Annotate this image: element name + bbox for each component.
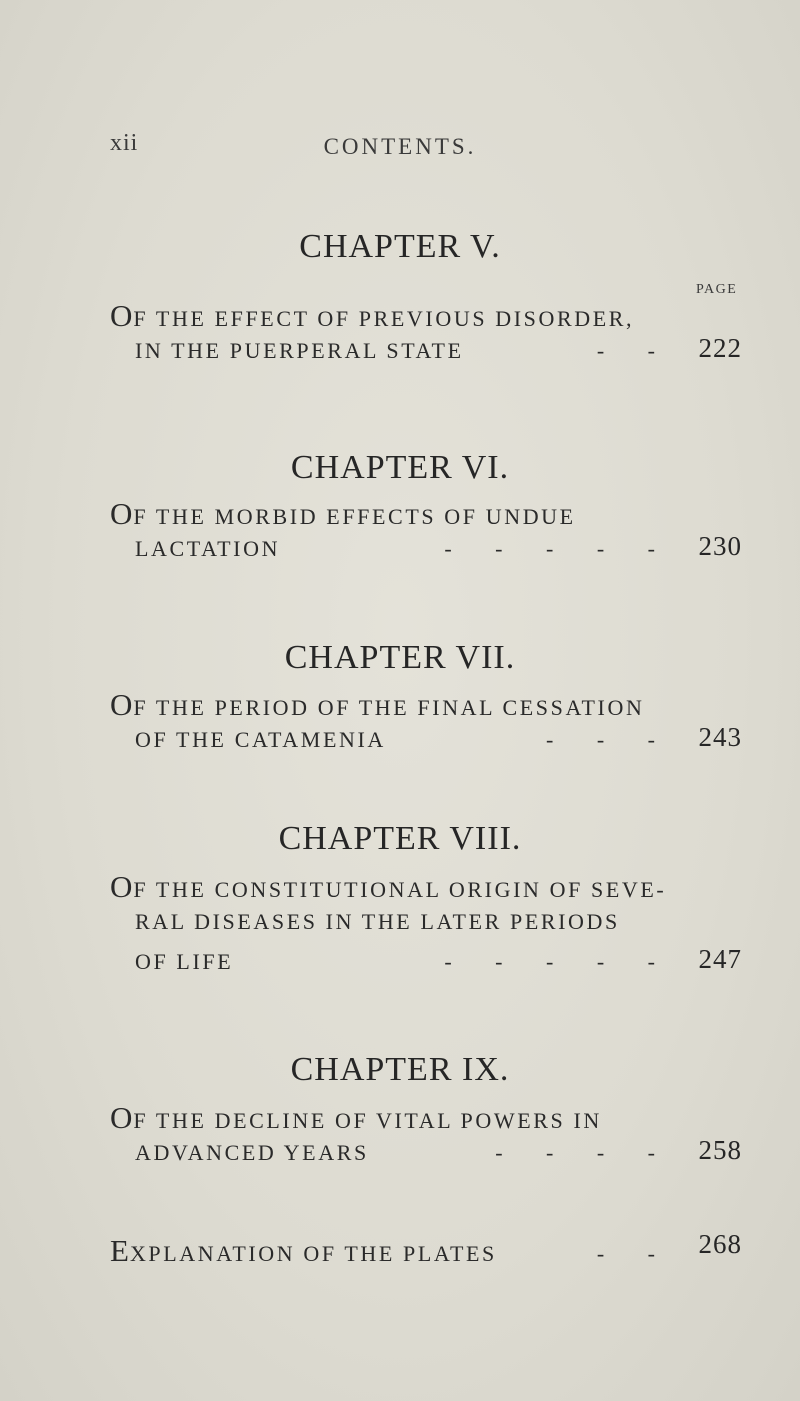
entry-text: OF THE DECLINE OF VITAL POWERS IN xyxy=(110,1100,602,1135)
page-column-label: PAGE xyxy=(696,282,738,297)
page-reference: 222 xyxy=(698,333,742,363)
page-reference: 230 xyxy=(698,531,742,561)
entry-title-line xyxy=(135,536,655,562)
entry-text: OF LIFE xyxy=(135,949,234,974)
entry-text: OF THE CONSTITUTIONAL ORIGIN OF SEVE- xyxy=(110,869,667,904)
entry-title-line xyxy=(135,949,655,975)
entry-title-line xyxy=(110,1100,655,1136)
dot-leaders: - - - xyxy=(546,727,655,752)
entry-title-line xyxy=(110,869,667,905)
chapter-heading: CHAPTER VIII. xyxy=(278,820,522,857)
entry-title-line xyxy=(135,338,655,364)
entry-title-line xyxy=(110,1233,655,1269)
page-number: xii xyxy=(110,130,139,156)
entry-text: EXPLANATION OF THE PLATES xyxy=(110,1233,497,1268)
dot-leaders: - - xyxy=(596,338,655,363)
entry-text: OF THE EFFECT OF PREVIOUS DISORDER, xyxy=(110,298,635,333)
entry-text: RAL DISEASES IN THE LATER PERIODS xyxy=(135,909,620,934)
entry-title-line xyxy=(135,727,655,753)
entry-title-line xyxy=(110,298,655,334)
drop-initial: O xyxy=(110,298,134,333)
chapter-heading: CHAPTER V. xyxy=(299,228,501,265)
running-head xyxy=(0,130,800,170)
page-reference: 243 xyxy=(698,722,742,752)
entry-text: OF THE PERIOD OF THE FINAL CESSATION xyxy=(110,687,645,722)
drop-initial: O xyxy=(110,1100,134,1135)
entry-text: ADVANCED YEARS xyxy=(135,1140,369,1165)
page-reference: 258 xyxy=(698,1135,742,1165)
dot-leaders: - - - - - xyxy=(444,949,655,974)
drop-initial: O xyxy=(110,687,134,722)
entry-text: OF THE CATAMENIA xyxy=(135,727,386,752)
chapter-heading: CHAPTER VI. xyxy=(290,449,510,486)
chapter-heading: CHAPTER IX. xyxy=(290,1051,510,1088)
page-reference: 247 xyxy=(698,944,742,974)
dot-leaders: - - xyxy=(596,1241,655,1266)
entry-title-line xyxy=(110,687,655,723)
drop-initial: O xyxy=(110,496,134,531)
running-title: CONTENTS. xyxy=(323,134,477,159)
entry-text: IN THE PUERPERAL STATE xyxy=(135,338,464,363)
entry-title-line xyxy=(135,909,655,935)
drop-initial: O xyxy=(110,869,134,904)
chapter-heading: CHAPTER VII. xyxy=(284,639,516,676)
dot-leaders: - - - - - xyxy=(444,536,655,561)
page-reference: 268 xyxy=(698,1229,742,1259)
drop-initial: E xyxy=(110,1233,130,1268)
entry-text: LACTATION xyxy=(135,536,281,561)
dot-leaders: - - - - xyxy=(495,1140,655,1165)
entry-text: OF THE MORBID EFFECTS OF UNDUE xyxy=(110,496,576,531)
entry-title-line xyxy=(110,496,655,532)
entry-title-line xyxy=(135,1140,655,1166)
